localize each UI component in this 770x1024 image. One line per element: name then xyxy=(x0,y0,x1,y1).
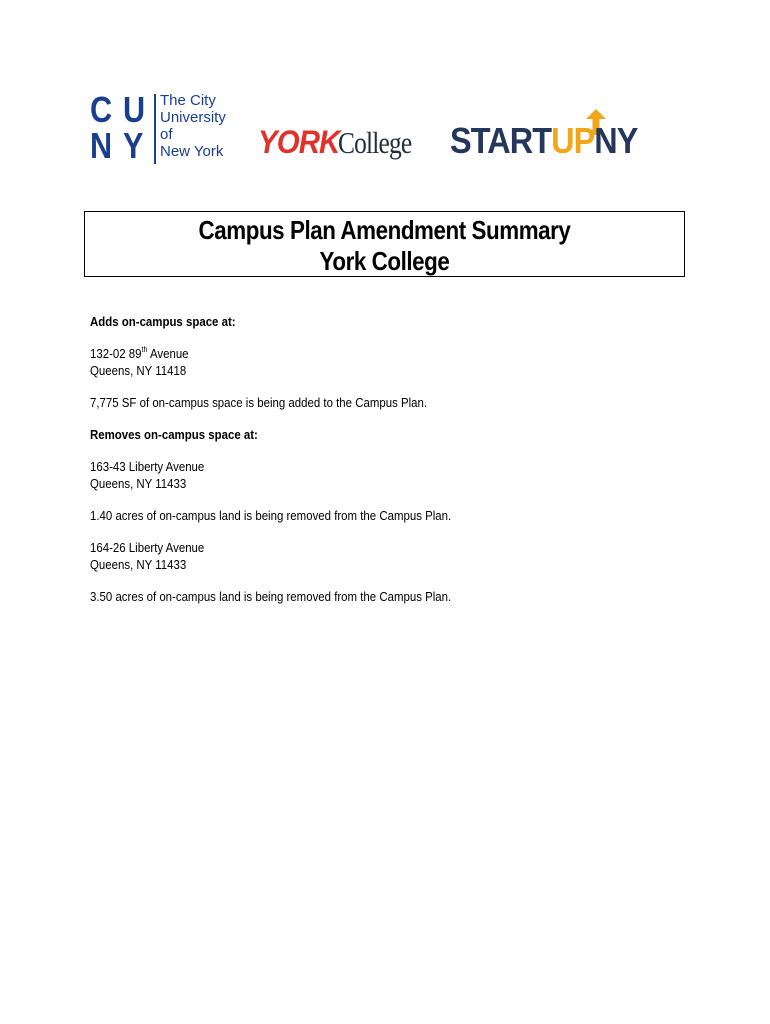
cuny-divider xyxy=(154,94,156,164)
cuny-name-line: New York xyxy=(160,143,224,160)
title-box xyxy=(84,211,685,277)
removes-site1-address-line2: Queens, NY 11433 xyxy=(90,476,187,491)
removes-site2-note: 3.50 acres of on-campus land is being removed from the Campus Plan. xyxy=(90,589,452,604)
removes-heading: Removes on-campus space at: xyxy=(90,427,258,442)
document-body xyxy=(90,313,690,605)
adds-address-number: 132-02 89 xyxy=(90,346,142,361)
adds-note: 7,775 SF of on-campus space is being added to the Campus Plan. xyxy=(90,395,428,410)
startup-start-text: START xyxy=(450,120,552,161)
startup-ny-logo xyxy=(450,120,690,166)
york-logo-word: YORK xyxy=(258,124,340,160)
startup-wordmark xyxy=(450,120,638,162)
document-title: Campus Plan Amendment Summary xyxy=(198,215,571,245)
removes-site1-address-line1: 163-43 Liberty Avenue xyxy=(90,459,205,474)
document-subtitle: York College xyxy=(319,246,450,276)
cuny-name-line: University xyxy=(160,109,226,126)
york-college-logo xyxy=(258,124,433,164)
adds-heading: Adds on-campus space at: xyxy=(90,314,236,329)
removes-site2-address-line2: Queens, NY 11433 xyxy=(90,557,187,572)
cuny-letter-y: Y xyxy=(123,125,143,166)
adds-address-line2: Queens, NY 11418 xyxy=(90,363,187,378)
adds-address-line1 xyxy=(90,345,618,362)
startup-ny-text: NY xyxy=(594,120,638,161)
cuny-name-line: The City xyxy=(160,92,216,109)
removes-site2-address-line1: 164-26 Liberty Avenue xyxy=(90,540,205,555)
adds-address-street: Avenue xyxy=(147,346,189,361)
cuny-letters xyxy=(90,89,154,166)
removes-site1-note: 1.40 acres of on-campus land is being removed from the Campus Plan. xyxy=(90,508,452,523)
cuny-logo xyxy=(90,89,235,166)
cuny-name-line: of xyxy=(160,126,173,143)
college-logo-word: College xyxy=(338,125,412,160)
cuny-name xyxy=(160,92,240,160)
cuny-letter-n: N xyxy=(90,125,112,166)
logo-header xyxy=(90,90,690,170)
startup-up-text: UP xyxy=(551,120,595,161)
cuny-letter-c: C xyxy=(90,89,112,130)
adds-address-ordinal: th xyxy=(141,345,148,354)
cuny-letter-u: U xyxy=(123,89,145,130)
